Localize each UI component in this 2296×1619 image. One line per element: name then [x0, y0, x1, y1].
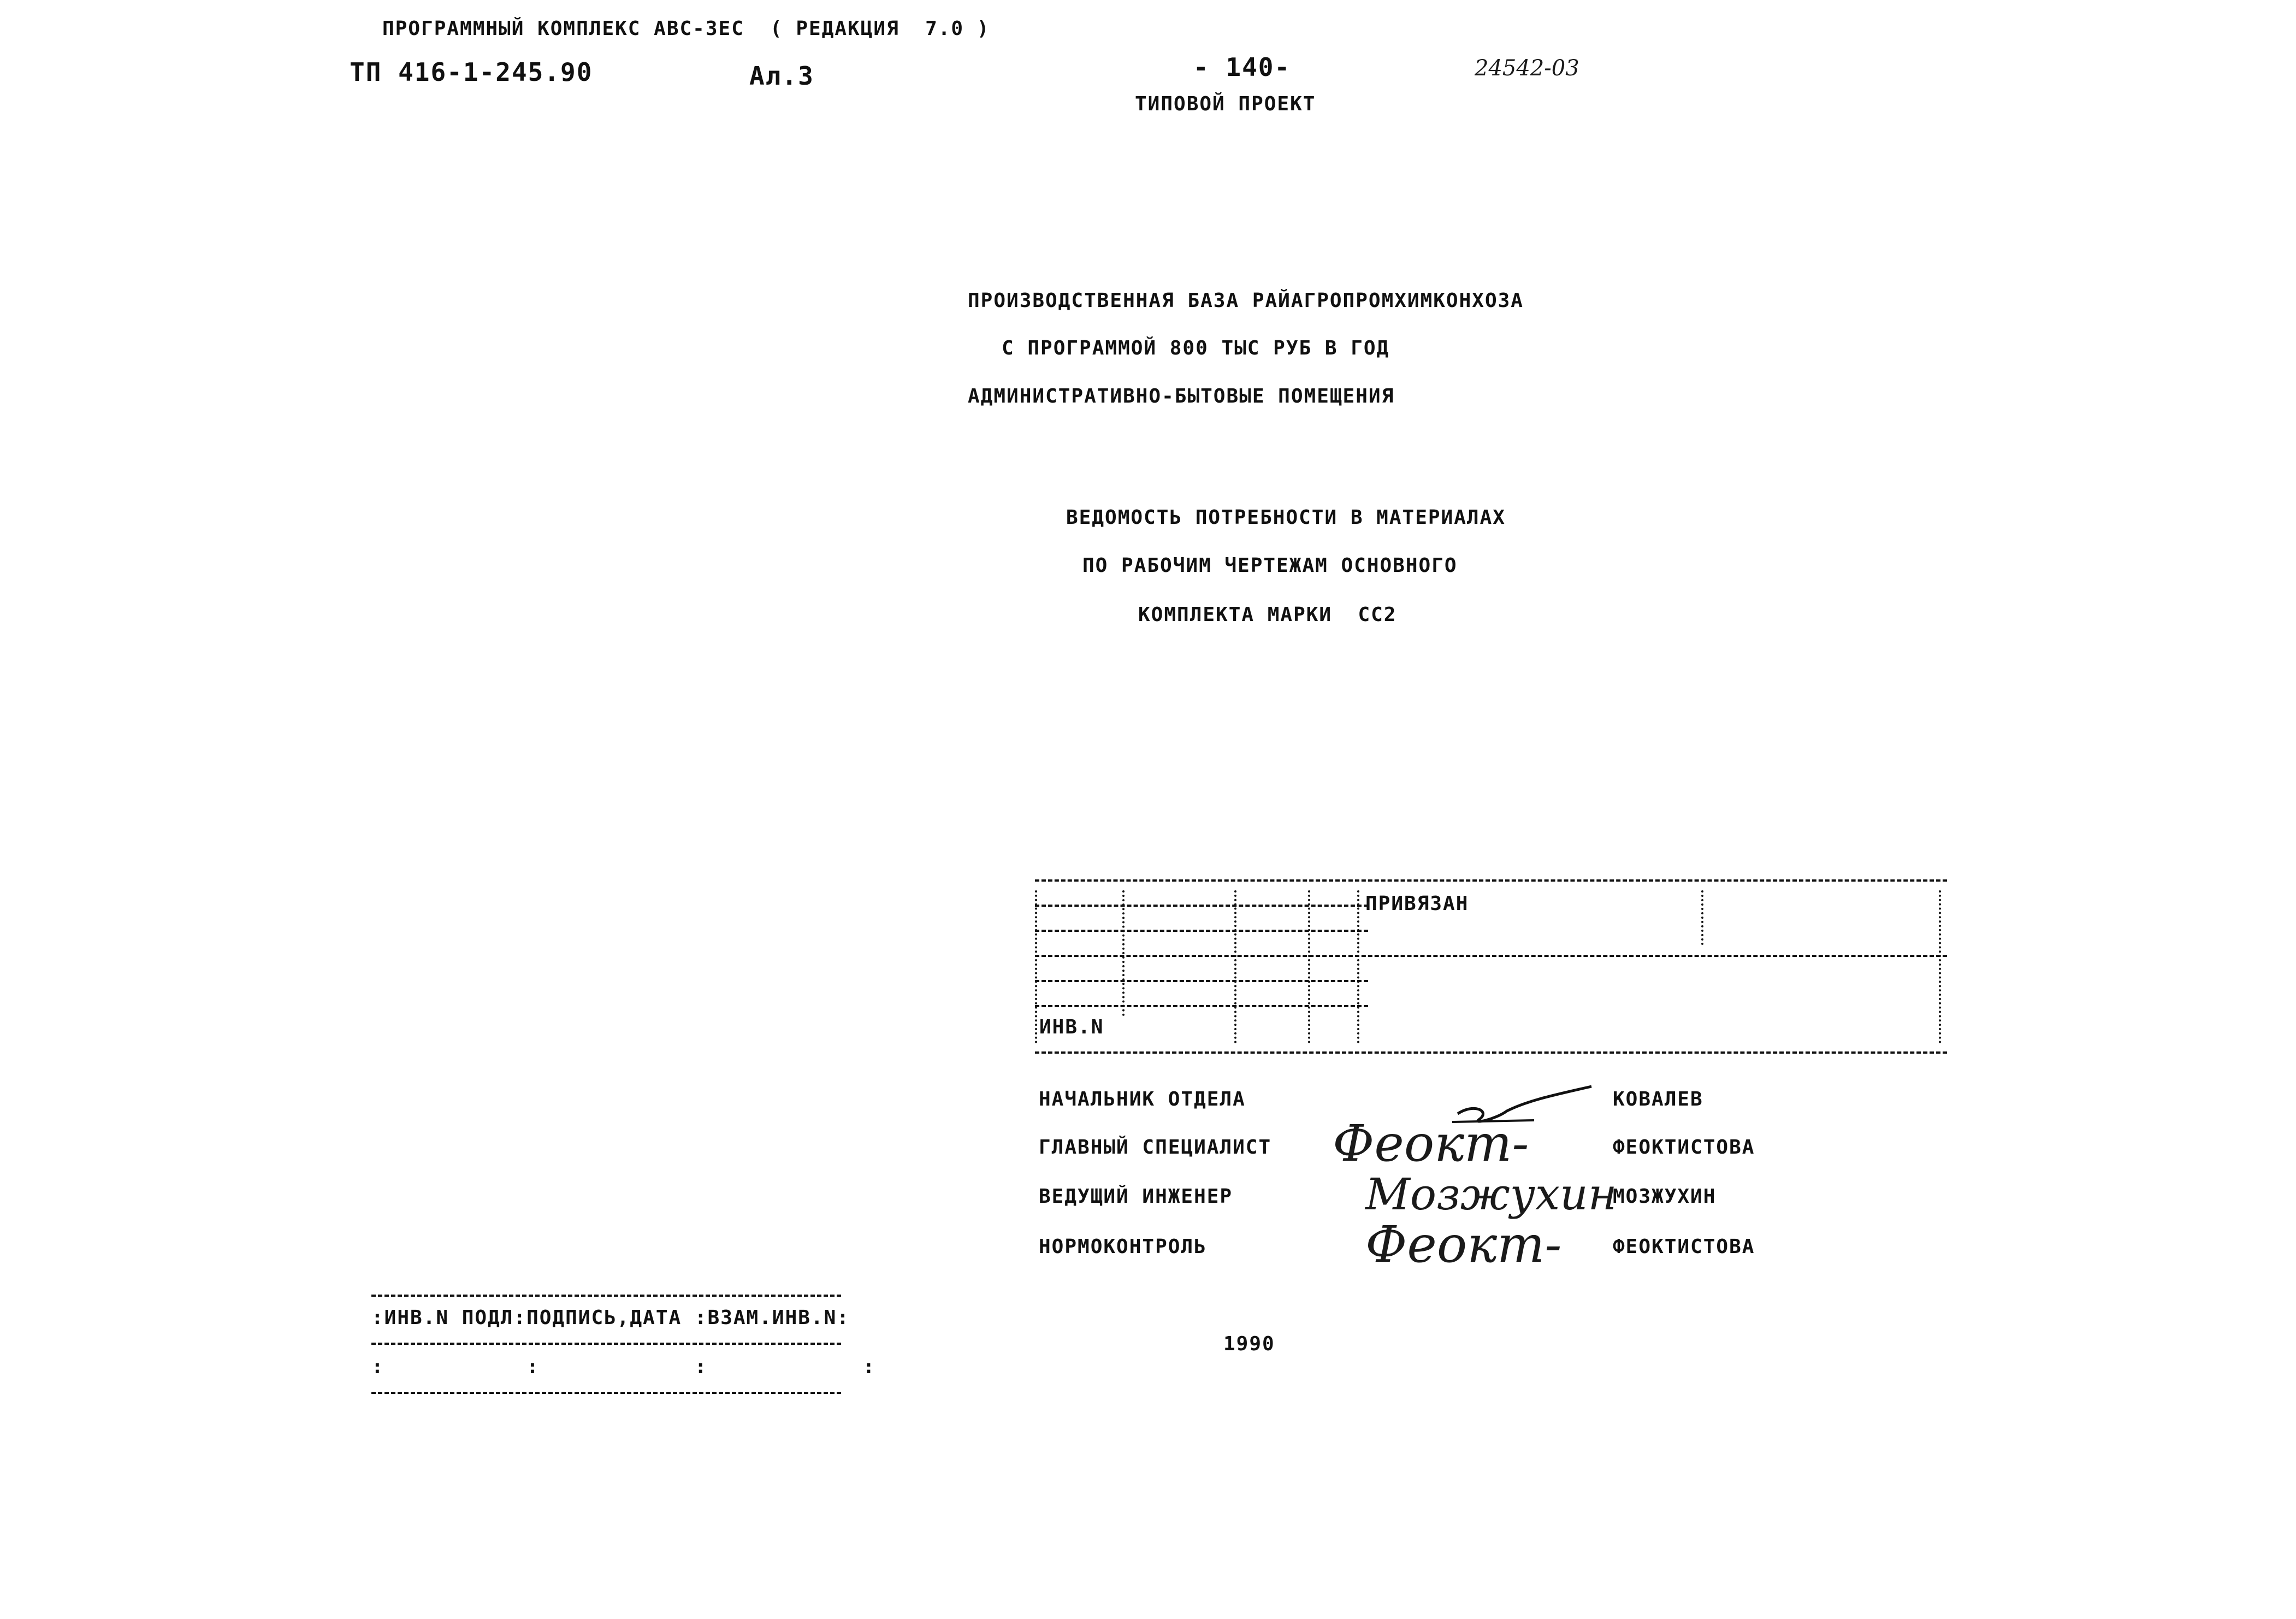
project-type: ТИПОВОЙ ПРОЕКТ: [1135, 93, 1316, 115]
signature-2: Феокт-: [1333, 1114, 1529, 1173]
subject-line-3: КОМПЛЕКТА МАРКИ СС2: [1138, 604, 1397, 626]
title-line-3: АДМИНИСТРАТИВНО-БЫТОВЫЕ ПОМЕЩЕНИЯ: [968, 385, 1395, 407]
inventory-row: : : : :: [371, 1356, 876, 1378]
stamp-table: [1035, 879, 1947, 1060]
signature-1: [1436, 1071, 1589, 1120]
title-line-1: ПРОИЗВОДСТВЕННАЯ БАЗА РАЙАГРОПРОМХИМКОНХОЗА: [968, 289, 1524, 312]
bound-label: ПРИВЯЗАН: [1365, 893, 1469, 915]
role-head-of-department: НАЧАЛЬНИК ОТДЕЛА: [1039, 1088, 1246, 1110]
archive-number: 24542-03: [1475, 56, 1579, 81]
inventory-table: [371, 1289, 876, 1398]
role-norm-control: НОРМОКОНТРОЛЬ: [1039, 1236, 1207, 1258]
stamp-vline: [1701, 890, 1703, 945]
inventory-divider: [371, 1343, 841, 1345]
stamp-vline: [1308, 890, 1310, 1043]
role-lead-engineer: ВЕДУЩИЙ ИНЖЕНЕР: [1039, 1185, 1233, 1208]
stamp-grid-line: [1035, 930, 1368, 932]
name-lead-engineer: МОЗЖУХИН: [1613, 1185, 1717, 1208]
signature-4: Феокт-: [1365, 1215, 1562, 1274]
stamp-border-bottom: [1035, 1051, 1947, 1054]
stamp-vline: [1939, 890, 1941, 1043]
stamp-grid-line: [1035, 1005, 1368, 1007]
document-code: ТП 416-1-245.90: [350, 57, 593, 87]
stamp-vline: [1234, 890, 1236, 1043]
stamp-grid-line: [1035, 955, 1947, 957]
album-number: Ал.3: [749, 61, 814, 91]
name-chief-specialist: ФЕОКТИСТОВА: [1613, 1136, 1755, 1159]
stamp-vline: [1122, 890, 1125, 1016]
inventory-header: :ИНВ.N ПОДЛ:ПОДПИСЬ,ДАТА :ВЗАМ.ИНВ.N:: [371, 1307, 850, 1329]
inventory-border-top: [371, 1295, 841, 1297]
software-line: ПРОГРАММНЫЙ КОМПЛЕКС АВС-ЗЕС: [382, 17, 744, 40]
subject-line-1: ВЕДОМОСТЬ ПОТРЕБНОСТИ В МАТЕРИАЛАХ: [1066, 506, 1506, 529]
signature-3: Мозжухин: [1365, 1169, 1617, 1220]
name-norm-control: ФЕОКТИСТОВА: [1613, 1236, 1755, 1258]
stamp-vline: [1035, 890, 1037, 1043]
year: 1990: [1223, 1333, 1275, 1355]
stamp-grid-line: [1035, 980, 1368, 982]
inventory-border-bottom: [371, 1392, 841, 1394]
inv-label: ИНВ.N: [1039, 1016, 1104, 1038]
stamp-grid-line: [1035, 905, 1368, 907]
name-head-of-department: КОВАЛЕВ: [1613, 1088, 1703, 1110]
page-number: - 140-: [1193, 52, 1291, 82]
stamp-border-top: [1035, 879, 1947, 882]
subject-line-2: ПО РАБОЧИМ ЧЕРТЕЖАМ ОСНОВНОГО: [1082, 554, 1458, 577]
revision-label: ( РЕДАКЦИЯ 7.0 ): [770, 17, 990, 40]
role-chief-specialist: ГЛАВНЫЙ СПЕЦИАЛИСТ: [1039, 1136, 1272, 1159]
stamp-vline: [1357, 890, 1359, 1043]
title-line-2: С ПРОГРАММОЙ 800 ТЫС РУБ В ГОД: [1002, 337, 1390, 359]
